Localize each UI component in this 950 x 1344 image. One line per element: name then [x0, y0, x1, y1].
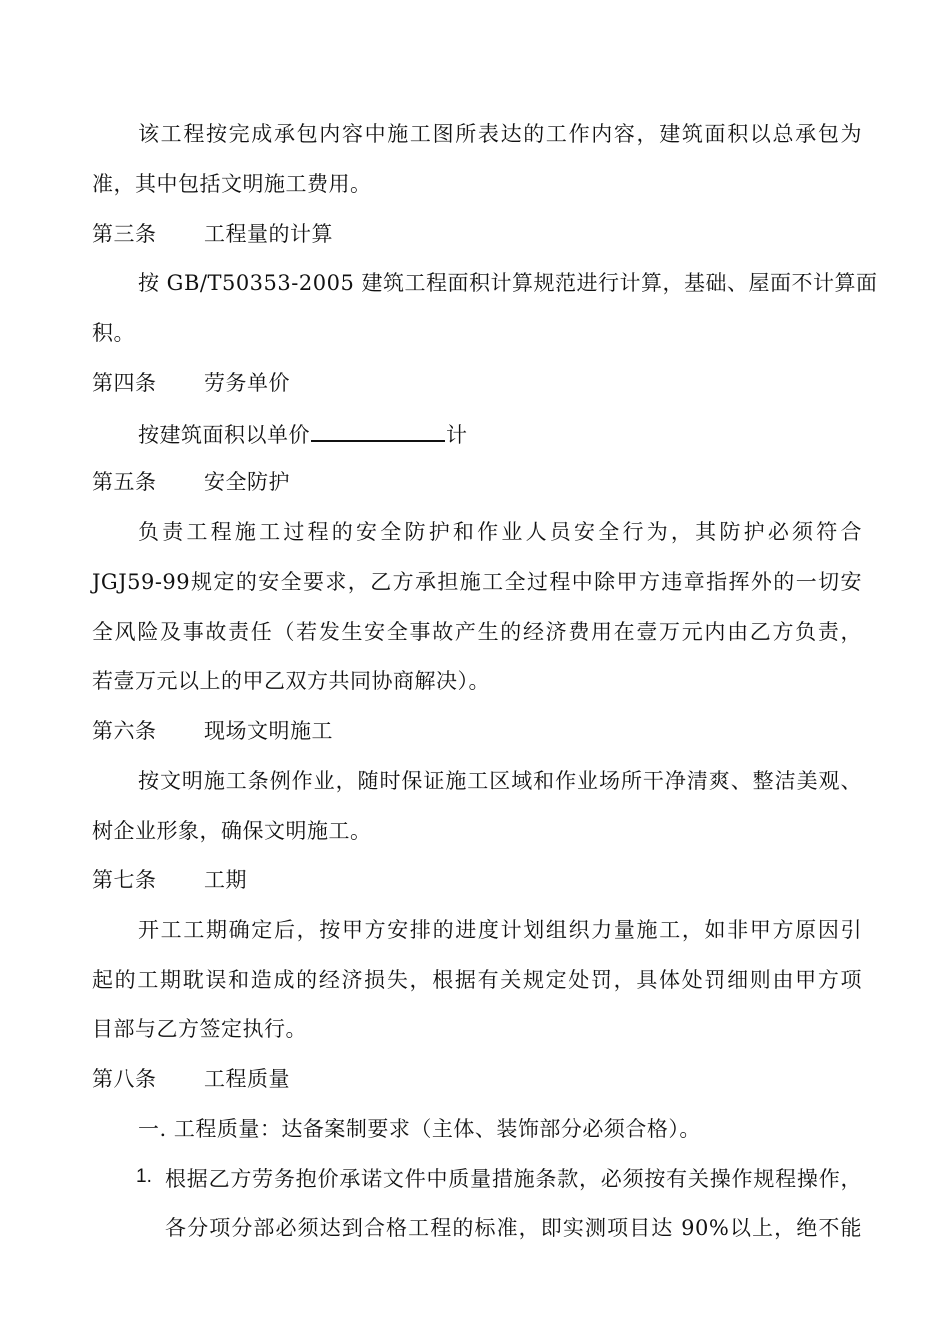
paragraph-line: 全风险及事故责任（若发生安全事故产生的经济费用在壹万元内由乙方负责，	[92, 620, 862, 644]
article-number: 第八条	[92, 1067, 157, 1091]
article-title: 劳务单价	[204, 371, 290, 395]
article-title: 安全防护	[204, 470, 290, 494]
article-title: 现场文明施工	[204, 719, 333, 743]
article-3-heading	[92, 219, 862, 249]
list-item-line: 各分项分部必须达到合格工程的标准，即实测项目达 90%以上，绝不能	[165, 1216, 862, 1240]
unit-price-suffix: 计	[446, 423, 468, 447]
article-8-heading	[92, 1064, 862, 1094]
article-7-heading	[92, 865, 862, 895]
article-number: 第三条	[92, 222, 157, 246]
unit-price-line	[138, 418, 862, 450]
paragraph-line: 按文明施工条例作业，随时保证施工区域和作业场所干净清爽、整洁美观、	[138, 769, 862, 793]
paragraph-line: 目部与乙方签定执行。	[92, 1017, 307, 1041]
paragraph-line: 开工工期确定后，按甲方安排的进度计划组织力量施工，如非甲方原因引	[138, 918, 862, 942]
article-title: 工程质量	[204, 1067, 290, 1091]
unit-price-blank[interactable]	[311, 418, 445, 442]
article-4-heading	[92, 368, 862, 398]
paragraph-line: 起的工期耽误和造成的经济损失，根据有关规定处罚，具体处罚细则由甲方项	[92, 968, 862, 992]
article-number: 第七条	[92, 868, 157, 892]
article-5-heading	[92, 467, 862, 497]
unit-price-text: 按建筑面积以单价	[138, 423, 310, 447]
article-number: 第四条	[92, 371, 157, 395]
article-6-heading	[92, 716, 862, 746]
paragraph-line: 积。	[92, 321, 135, 345]
list-item-number: 1.	[136, 1166, 152, 1187]
paragraph-line: JGJ59-99规定的安全要求，乙方承担施工全过程中除甲方违章指挥外的一切安	[92, 570, 862, 594]
paragraph-line: 若壹万元以上的甲乙双方共同协商解决）。	[92, 669, 490, 693]
list-item-line: 根据乙方劳务抱价承诺文件中质量措施条款，必须按有关操作规程操作，	[165, 1167, 862, 1191]
article-title: 工程量的计算	[204, 222, 333, 246]
article-title: 工期	[204, 868, 247, 892]
paragraph-line: 树企业形象，确保文明施工。	[92, 819, 372, 843]
quality-requirement-line: 一. 工程质量：达备案制要求（主体、装饰部分必须合格）。	[138, 1117, 701, 1141]
paragraph-line: 按 GB/T50353-2005 建筑工程面积计算规范进行计算，基础、屋面不计算面	[138, 271, 878, 295]
article-number: 第六条	[92, 719, 157, 743]
paragraph-line: 准，其中包括文明施工费用。	[92, 172, 372, 196]
article-number: 第五条	[92, 470, 157, 494]
paragraph-line: 负责工程施工过程的安全防护和作业人员安全行为，其防护必须符合	[138, 520, 862, 544]
paragraph-line: 该工程按完成承包内容中施工图所表达的工作内容，建筑面积以总承包为	[138, 122, 862, 146]
